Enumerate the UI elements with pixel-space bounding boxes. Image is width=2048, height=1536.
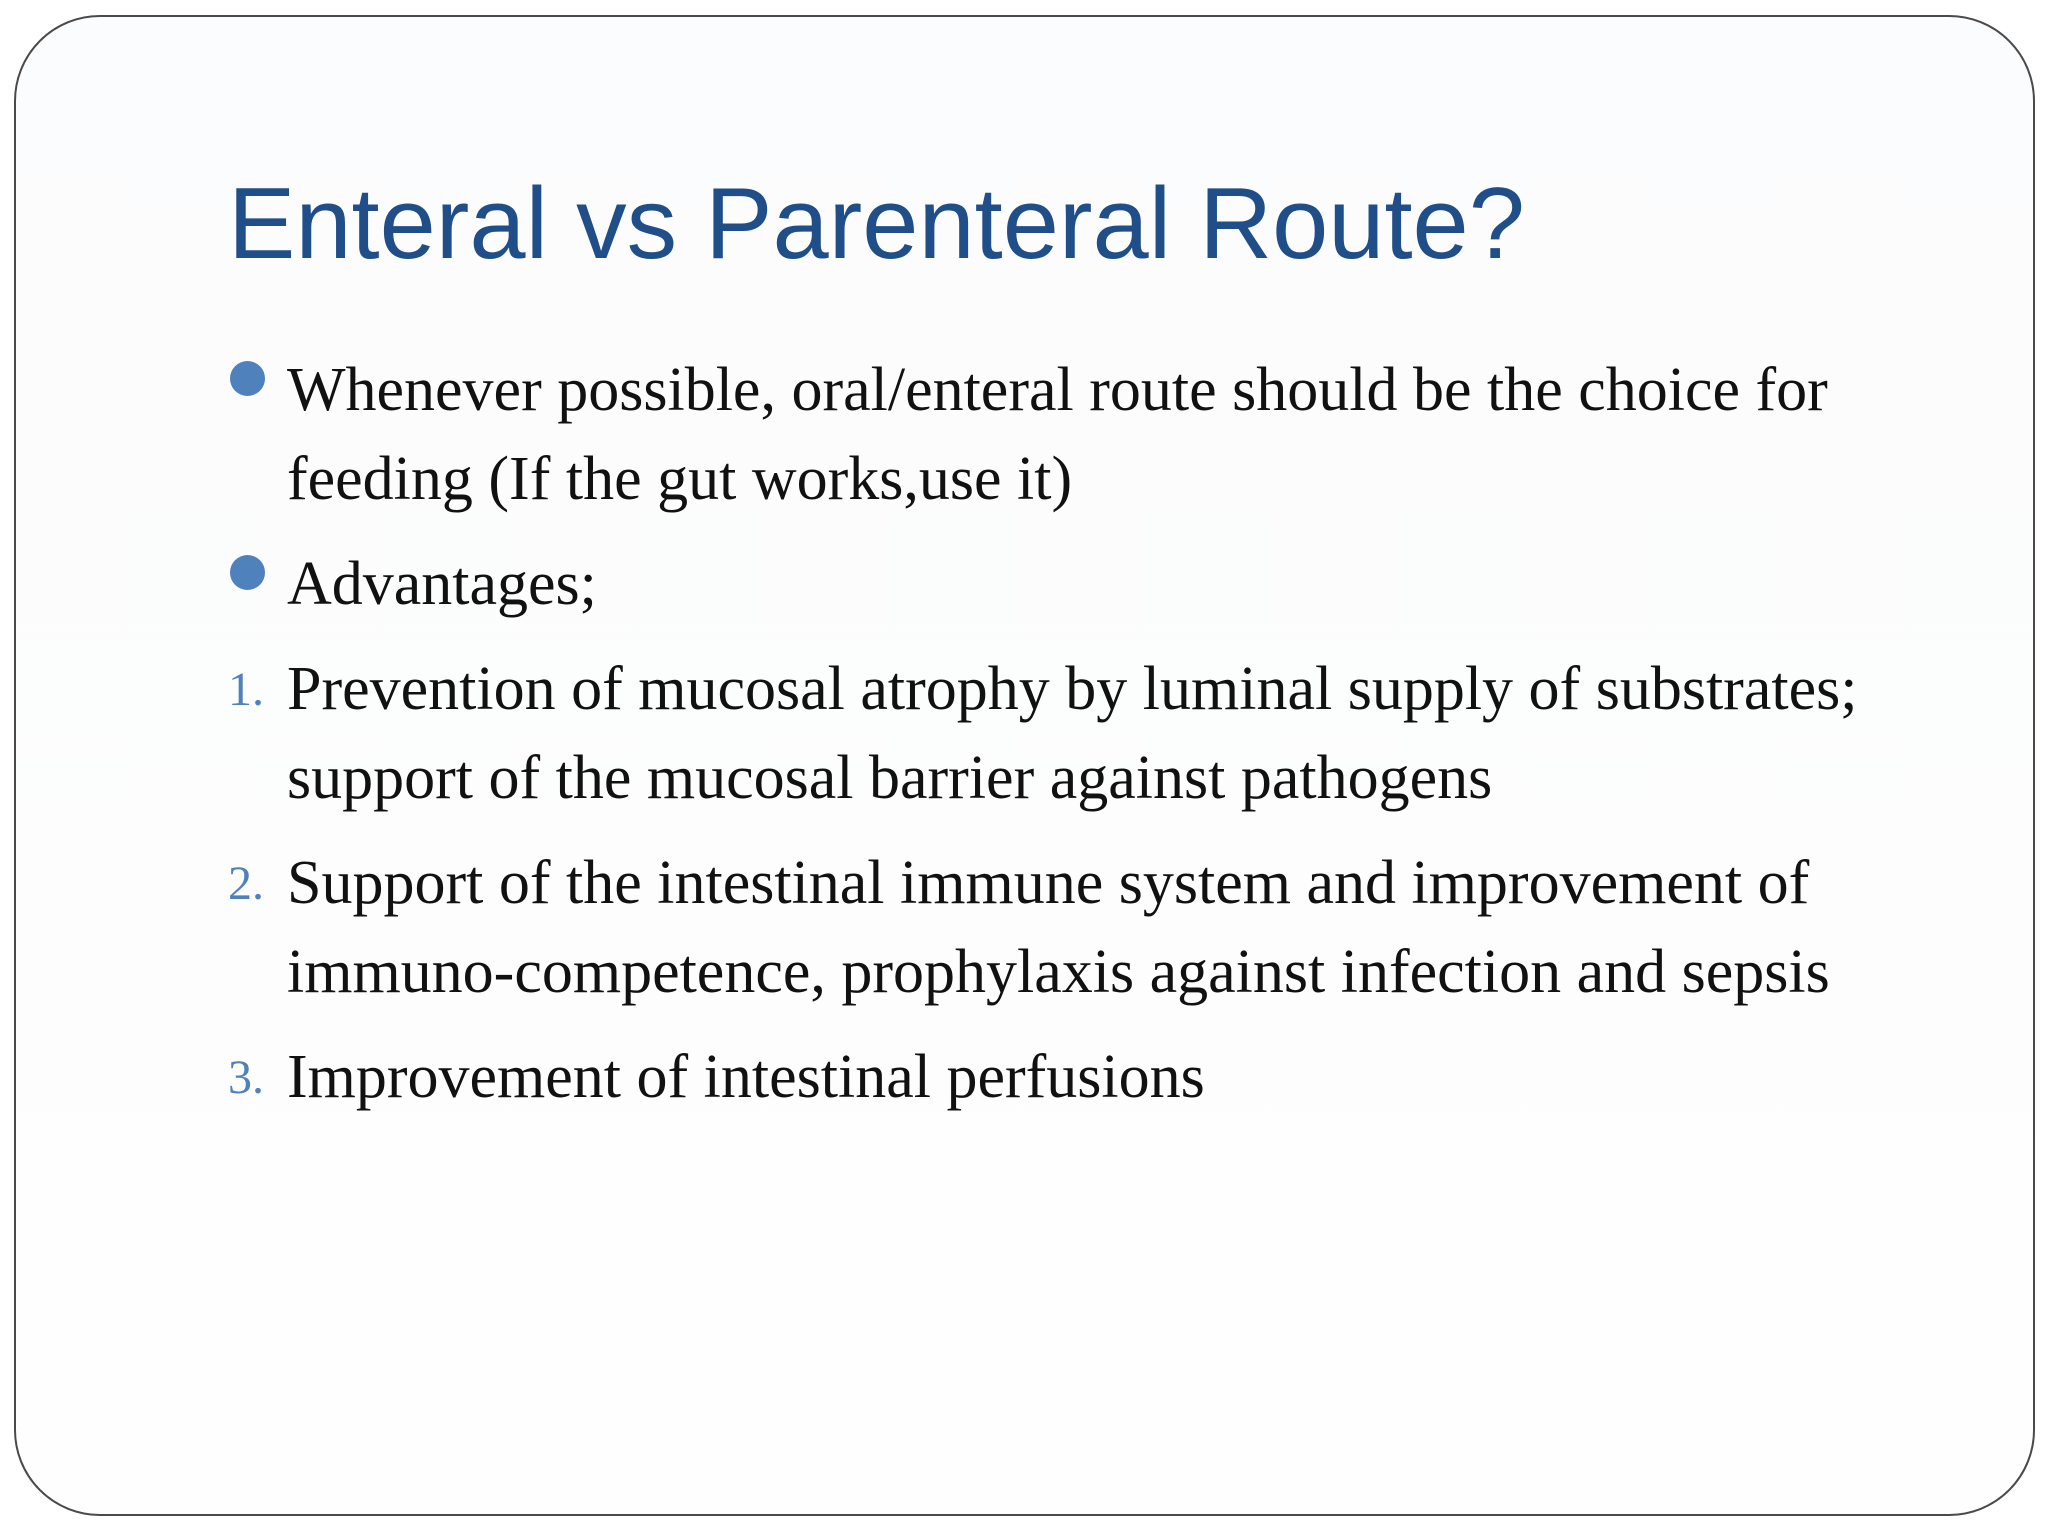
list-number: 2. — [228, 857, 264, 910]
numbered-text: Prevention of mucosal atrophy by luminal supply of substrates; support of the mucosal barrier against pathogens — [287, 655, 1858, 812]
numbered-text: Support of the intestinal immune system and improvement of immuno-competence, prophylaxis against infection and sepsis — [287, 849, 1830, 1006]
list-number: 3. — [228, 1051, 264, 1104]
slide-title: Enteral vs Parenteral Route? — [228, 168, 1525, 280]
numbered-item — [228, 1033, 1908, 1122]
list-number: 1. — [228, 663, 264, 716]
numbered-item — [228, 839, 1908, 1017]
bullet-text: Advantages; — [287, 550, 597, 618]
numbered-text: Improvement of intestinal perfusions — [287, 1043, 1205, 1111]
bullet-item — [228, 346, 1908, 524]
bullet-item — [228, 540, 1908, 629]
numbered-item — [228, 645, 1908, 823]
bullet-icon — [230, 361, 265, 396]
slide-body — [228, 346, 1908, 1138]
bullet-icon — [230, 555, 265, 590]
bullet-text: Whenever possible, oral/enteral route should be the choice for feeding (If the gut works,use it) — [287, 356, 1828, 513]
